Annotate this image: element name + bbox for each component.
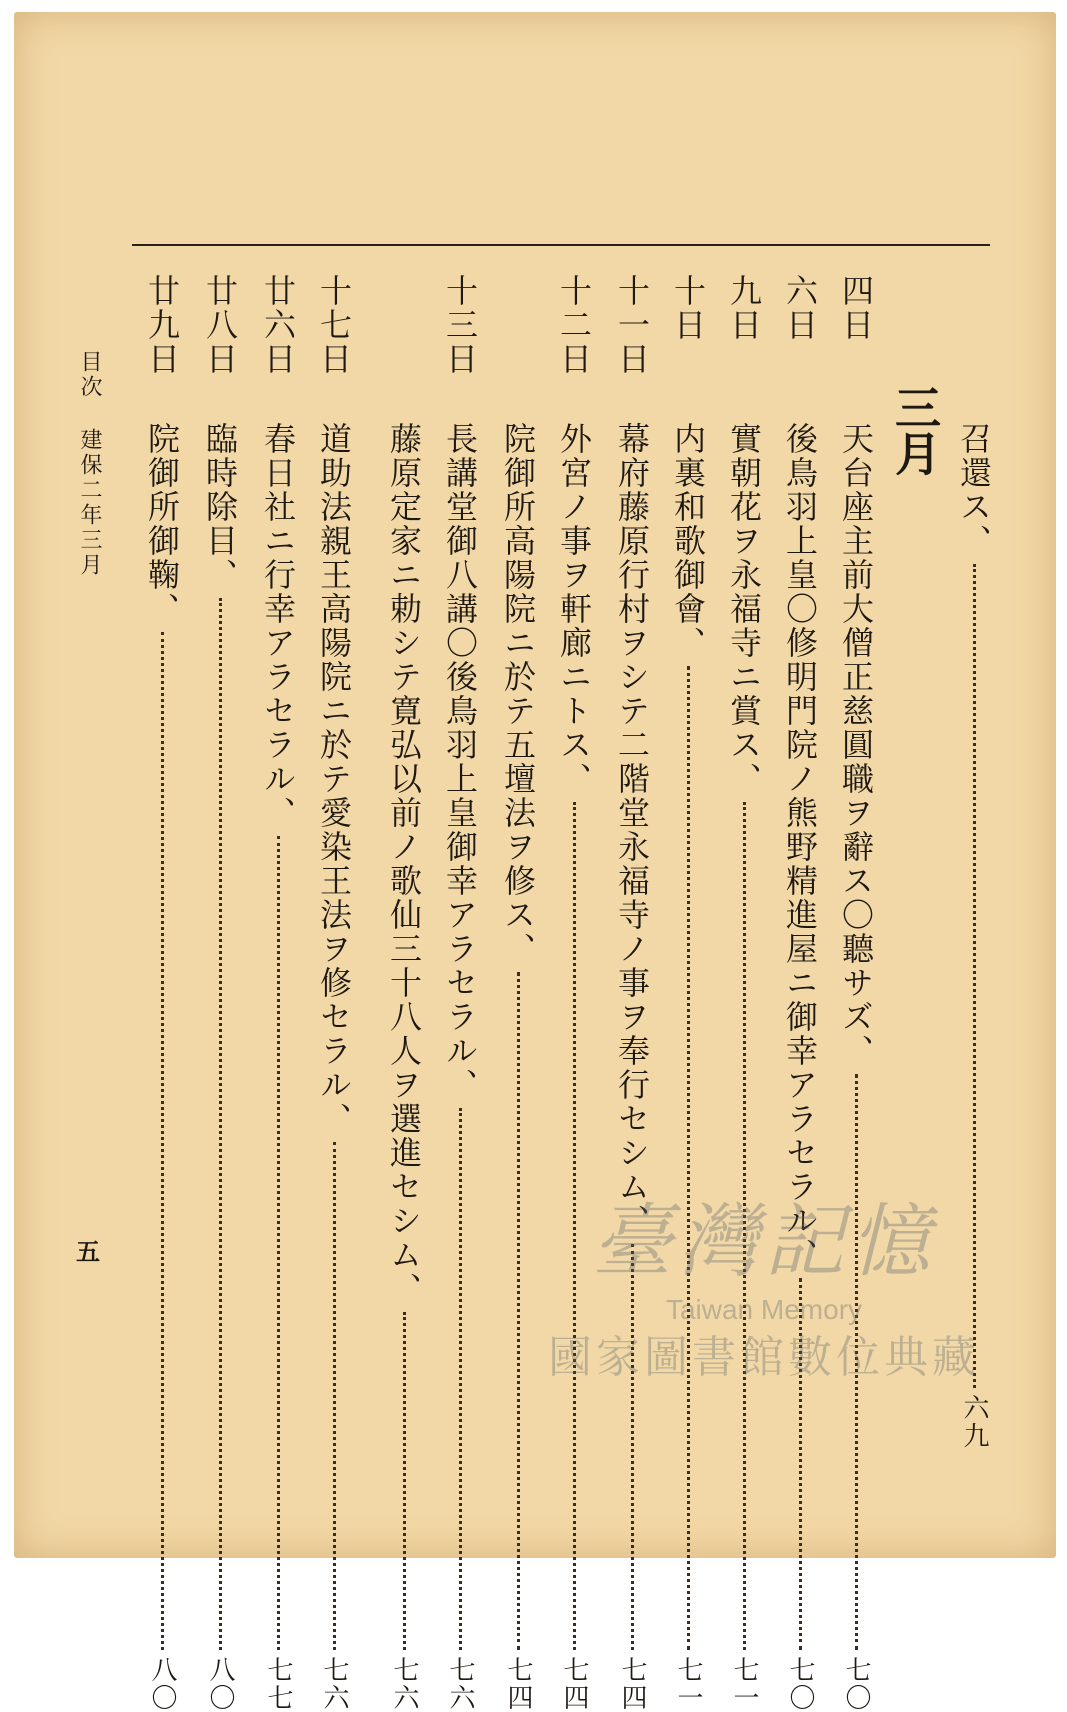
running-head: 目次 建保二年三月 (77, 350, 102, 578)
page-ref: 六九 (959, 1394, 989, 1450)
entry-date: 廿六日 (259, 274, 297, 376)
entry-text: 道助法親王高陽院ニ於テ愛染王法ヲ修セラル、 (315, 422, 353, 1136)
watermark (514, 1192, 1014, 1432)
entry-date: 十日 (669, 274, 707, 342)
month-heading: 三月 (888, 384, 942, 476)
watermark-chinese: 國家圖書館數位典藏 (548, 1332, 980, 1383)
entry-date: 四日 (837, 274, 875, 342)
entry-text: 長講堂御八講〇後鳥羽上皇御幸アラセラル、 (441, 422, 479, 1102)
entry-text: 實朝花ヲ永福寺ニ賞ス、 (725, 422, 763, 796)
page-ref: 七〇 (785, 1656, 815, 1712)
dot-leader (277, 836, 280, 1650)
page-ref: 七〇 (841, 1656, 871, 1712)
entry-date: 廿八日 (201, 274, 239, 376)
dot-leader (219, 598, 222, 1650)
continuation-text: 召還ス、 (955, 422, 993, 558)
entry-text: 臨時除目、 (201, 422, 239, 592)
entry-date: 廿九日 (143, 274, 181, 376)
document-page (14, 12, 1056, 1712)
entry-text: 内裏和歌御會、 (669, 422, 707, 660)
watermark-english: Taiwan Memory (665, 1294, 863, 1325)
entry-text: 幕府藤原行村ヲシテ二階堂永福寺ノ事ヲ奉行セシム、 (613, 422, 651, 1238)
page-ref: 八〇 (205, 1656, 235, 1712)
page-number: 五 (76, 1237, 100, 1266)
entry-date: 十一日 (613, 274, 651, 376)
dot-leader (687, 666, 690, 1650)
page-ref: 七一 (729, 1656, 759, 1712)
page-ref: 七四 (503, 1656, 533, 1712)
entry-date: 十三日 (441, 274, 479, 376)
page-ref: 七四 (559, 1656, 589, 1712)
entry-text: 天台座主前大僧正慈圓職ヲ辭ス〇聽サズ、 (837, 422, 875, 1068)
entry-date: 十二日 (555, 274, 593, 376)
dot-leader (333, 1142, 336, 1650)
page-ref: 七四 (617, 1656, 647, 1712)
header-rule (132, 244, 990, 246)
entry-text: 藤原定家ニ勅シテ寛弘以前ノ歌仙三十八人ヲ選進セシム、 (385, 422, 423, 1306)
entry-text: 院御所御鞠、 (143, 422, 181, 626)
page-ref: 七七 (263, 1656, 293, 1712)
entry-text: 外宮ノ事ヲ軒廊ニトス、 (555, 422, 593, 796)
page-ref: 七一 (673, 1656, 703, 1712)
page-ref: 七六 (389, 1656, 419, 1712)
entry-date: 十七日 (315, 274, 353, 376)
page-ref: 七六 (445, 1656, 475, 1712)
page-ref: 七六 (319, 1656, 349, 1712)
entry-date: 六日 (781, 274, 819, 342)
dot-leader (161, 632, 164, 1650)
entry-text: 後鳥羽上皇〇修明門院ノ熊野精進屋ニ御幸アラセラル、 (781, 422, 819, 1272)
entry-text: 院御所高陽院ニ於テ五壇法ヲ修ス、 (499, 422, 537, 966)
dot-leader (459, 1108, 462, 1650)
entry-date: 九日 (725, 274, 763, 342)
watermark-logo: 臺灣記憶 (592, 1195, 936, 1288)
entry-text: 春日社ニ行幸アラセラル、 (259, 422, 297, 830)
dot-leader (403, 1312, 406, 1650)
page-ref: 八〇 (147, 1656, 177, 1712)
